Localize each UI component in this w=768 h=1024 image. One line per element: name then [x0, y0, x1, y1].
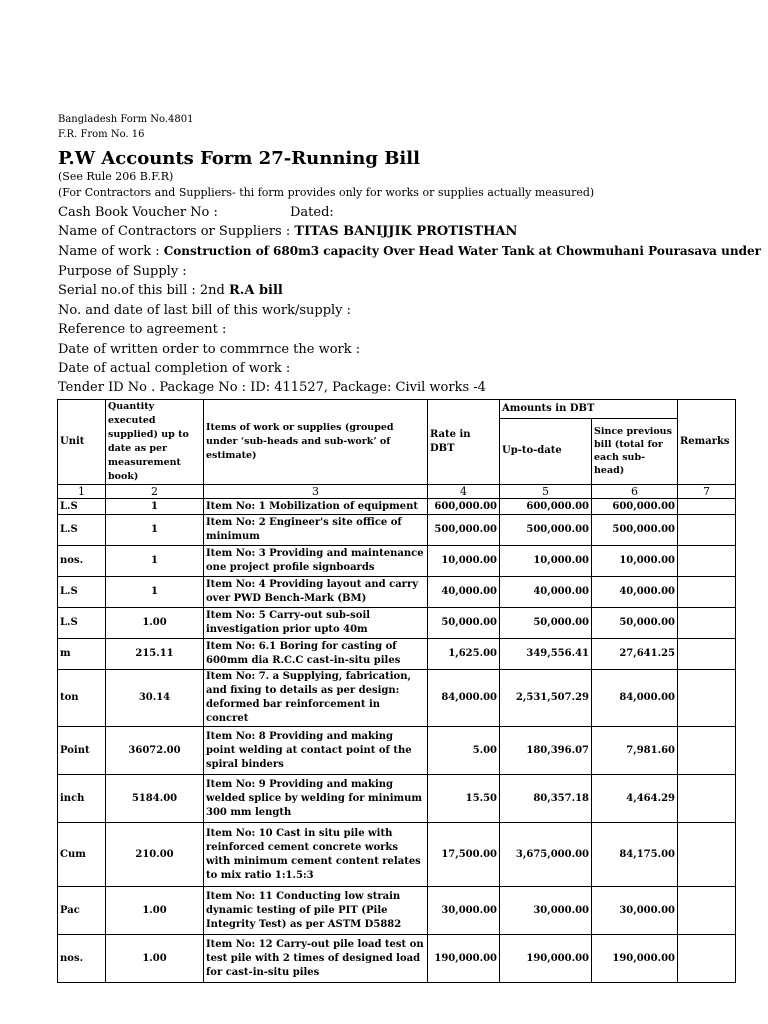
remarks-cell — [678, 546, 736, 577]
amounts-header: Amounts in DBT — [500, 400, 678, 419]
table-row — [58, 546, 736, 577]
column-number: 6 — [592, 485, 678, 499]
quantity-cell: 1.00 — [106, 935, 204, 983]
rate-cell: 10,000.00 — [428, 546, 500, 577]
column-number: 5 — [500, 485, 592, 499]
rate-cell: 40,000.00 — [428, 577, 500, 608]
quantity-cell: 1.00 — [106, 887, 204, 935]
table-row — [58, 577, 736, 608]
rate-cell: 30,000.00 — [428, 887, 500, 935]
quantity-header: Quantity executed supplied) up to date as per measurement book) — [106, 400, 204, 485]
column-number: 4 — [428, 485, 500, 499]
rate-cell: 5.00 — [428, 727, 500, 775]
dated-label: Dated: — [290, 205, 334, 220]
work-name: Construction of 680m3 capacity Over Head Water Tank at Chowmuhani Pourasava under — [163, 244, 761, 258]
uptodate-amount: 80,357.18 — [500, 775, 592, 823]
table-row — [58, 639, 736, 670]
work-label: Name of work : — [58, 244, 160, 259]
quantity-cell: 1 — [106, 577, 204, 608]
last-bill-line: No. and date of last bill of this work/supply : — [58, 303, 352, 318]
since-previous-amount: 4,464.29 — [592, 775, 678, 823]
quantity-cell: 210.00 — [106, 823, 204, 887]
remarks-cell — [678, 935, 736, 983]
uptodate-amount: 180,396.07 — [500, 727, 592, 775]
quantity-cell: 36072.00 — [106, 727, 204, 775]
agreement-line: Reference to agreement : — [58, 322, 227, 337]
since-previous-amount: 190,000.00 — [592, 935, 678, 983]
item-description: Item No: 12 Carry-out pile load test on test pile with 2 times of designed load for cast-in-situ piles — [204, 935, 428, 983]
since-previous-amount: 30,000.00 — [592, 887, 678, 935]
serial-value: R.A bill — [229, 283, 283, 298]
uptodate-amount: 40,000.00 — [500, 577, 592, 608]
column-number: 2 — [106, 485, 204, 499]
column-number: 1 — [58, 485, 106, 499]
item-description: Item No: 2 Engineer's site office of minimum — [204, 515, 428, 546]
unit-cell: inch — [58, 775, 106, 823]
rule-reference: (See Rule 206 B.F.R) — [58, 170, 174, 183]
rate-cell: 1,625.00 — [428, 639, 500, 670]
fr-form-number: F.R. From No. 16 — [58, 129, 145, 140]
unit-cell: Point — [58, 727, 106, 775]
contractor-name: TITAS BANIJJIK PROTISTHAN — [294, 224, 518, 239]
cash-book-line — [58, 205, 334, 220]
unit-cell: Cum — [58, 823, 106, 887]
since-previous-amount: 500,000.00 — [592, 515, 678, 546]
form-note: (For Contractors and Suppliers- thi form provides only for works or supplies actually measured) — [58, 186, 595, 199]
table-row — [58, 775, 736, 823]
unit-cell: m — [58, 639, 106, 670]
rate-cell: 600,000.00 — [428, 499, 500, 515]
remarks-cell — [678, 823, 736, 887]
item-description: Item No: 3 Providing and maintenance one project profile signboards — [204, 546, 428, 577]
item-description: Item No: 10 Cast in situ pile with reinforced cement concrete works with minimum cement content relates to mix ratio 1:1.5:3 — [204, 823, 428, 887]
since-previous-amount: 40,000.00 — [592, 577, 678, 608]
item-description: Item No: 5 Carry-out sub-soil investigation prior upto 40m — [204, 608, 428, 639]
quantity-cell: 1 — [106, 499, 204, 515]
rate-cell: 190,000.00 — [428, 935, 500, 983]
contractor-label: Name of Contractors or Suppliers : — [58, 224, 291, 239]
uptodate-amount: 190,000.00 — [500, 935, 592, 983]
tender-line: Tender ID No . Package No : ID: 411527, Package: Civil works -4 — [58, 380, 486, 395]
contractor-line — [58, 224, 517, 239]
form-number: Bangladesh Form No.4801 — [58, 114, 194, 125]
remarks-header: Remarks — [678, 400, 736, 485]
since-previous-amount: 7,981.60 — [592, 727, 678, 775]
remarks-cell — [678, 577, 736, 608]
column-number-row — [58, 485, 736, 499]
remarks-cell — [678, 499, 736, 515]
rate-cell: 15.50 — [428, 775, 500, 823]
page-title: P.W Accounts Form 27-Running Bill — [58, 148, 420, 169]
since-previous-amount: 84,000.00 — [592, 670, 678, 727]
completion-line: Date of actual completion of work : — [58, 361, 291, 376]
rate-cell: 500,000.00 — [428, 515, 500, 546]
remarks-cell — [678, 639, 736, 670]
rate-cell: 17,500.00 — [428, 823, 500, 887]
remarks-cell — [678, 670, 736, 727]
item-description: Item No: 4 Providing layout and carry over PWD Bench-Mark (BM) — [204, 577, 428, 608]
quantity-cell: 1 — [106, 515, 204, 546]
unit-cell: Pac — [58, 887, 106, 935]
table-row — [58, 727, 736, 775]
table-row — [58, 515, 736, 546]
quantity-cell: 1.00 — [106, 608, 204, 639]
purpose-line: Purpose of Supply : — [58, 264, 187, 279]
rate-cell: 50,000.00 — [428, 608, 500, 639]
unit-cell: nos. — [58, 935, 106, 983]
since-previous-header: Since previous bill (total for each sub-head) — [592, 418, 678, 484]
uptodate-amount: 2,531,507.29 — [500, 670, 592, 727]
item-description: Item No: 9 Providing and making welded splice by welding for minimum 300 mm length — [204, 775, 428, 823]
uptodate-amount: 600,000.00 — [500, 499, 592, 515]
remarks-cell — [678, 887, 736, 935]
column-number: 7 — [678, 485, 736, 499]
remarks-cell — [678, 727, 736, 775]
quantity-cell: 1 — [106, 546, 204, 577]
since-previous-amount: 600,000.00 — [592, 499, 678, 515]
since-previous-amount: 50,000.00 — [592, 608, 678, 639]
unit-cell: L.S — [58, 499, 106, 515]
uptodate-amount: 50,000.00 — [500, 608, 592, 639]
remarks-cell — [678, 608, 736, 639]
item-description: Item No: 1 Mobilization of equipment — [204, 499, 428, 515]
unit-cell: nos. — [58, 546, 106, 577]
cash-book-label: Cash Book Voucher No : — [58, 205, 218, 220]
item-description: Item No: 11 Conducting low strain dynamic testing of pile PIT (Pile Integrity Test) as per ASTM D5882 — [204, 887, 428, 935]
item-description: Item No: 8 Providing and making point welding at contact point of the spiral binders — [204, 727, 428, 775]
unit-header: Unit — [58, 400, 106, 485]
rate-cell: 84,000.00 — [428, 670, 500, 727]
since-previous-amount: 10,000.00 — [592, 546, 678, 577]
serial-line — [58, 283, 283, 298]
quantity-cell: 30.14 — [106, 670, 204, 727]
unit-cell: L.S — [58, 608, 106, 639]
table-row — [58, 823, 736, 887]
unit-cell: L.S — [58, 515, 106, 546]
table-row — [58, 935, 736, 983]
rate-header: Rate in DBT — [428, 400, 500, 485]
bill-table — [57, 399, 736, 983]
uptodate-amount: 10,000.00 — [500, 546, 592, 577]
quantity-cell: 5184.00 — [106, 775, 204, 823]
remarks-cell — [678, 775, 736, 823]
since-previous-amount: 27,641.25 — [592, 639, 678, 670]
order-date-line: Date of written order to commrnce the work : — [58, 342, 361, 357]
uptodate-amount: 3,675,000.00 — [500, 823, 592, 887]
table-row — [58, 670, 736, 727]
unit-cell: ton — [58, 670, 106, 727]
table-row — [58, 608, 736, 639]
remarks-cell — [678, 515, 736, 546]
items-header: Items of work or supplies (grouped under ‘sub-heads and sub-work’ of estimate) — [204, 400, 428, 485]
unit-cell: L.S — [58, 577, 106, 608]
table-row — [58, 887, 736, 935]
serial-label: Serial no.of this bill : 2nd — [58, 283, 225, 298]
item-description: Item No: 6.1 Boring for casting of 600mm dia R.C.C cast-in-situ piles — [204, 639, 428, 670]
uptodate-header: Up-to-date — [500, 418, 592, 484]
work-line — [58, 244, 761, 259]
column-number: 3 — [204, 485, 428, 499]
since-previous-amount: 84,175.00 — [592, 823, 678, 887]
quantity-cell: 215.11 — [106, 639, 204, 670]
uptodate-amount: 349,556.41 — [500, 639, 592, 670]
uptodate-amount: 500,000.00 — [500, 515, 592, 546]
table-row — [58, 499, 736, 515]
item-description: Item No: 7. a Supplying, fabrication, and fixing to details as per design: deformed bar reinforcement in concret — [204, 670, 428, 727]
uptodate-amount: 30,000.00 — [500, 887, 592, 935]
